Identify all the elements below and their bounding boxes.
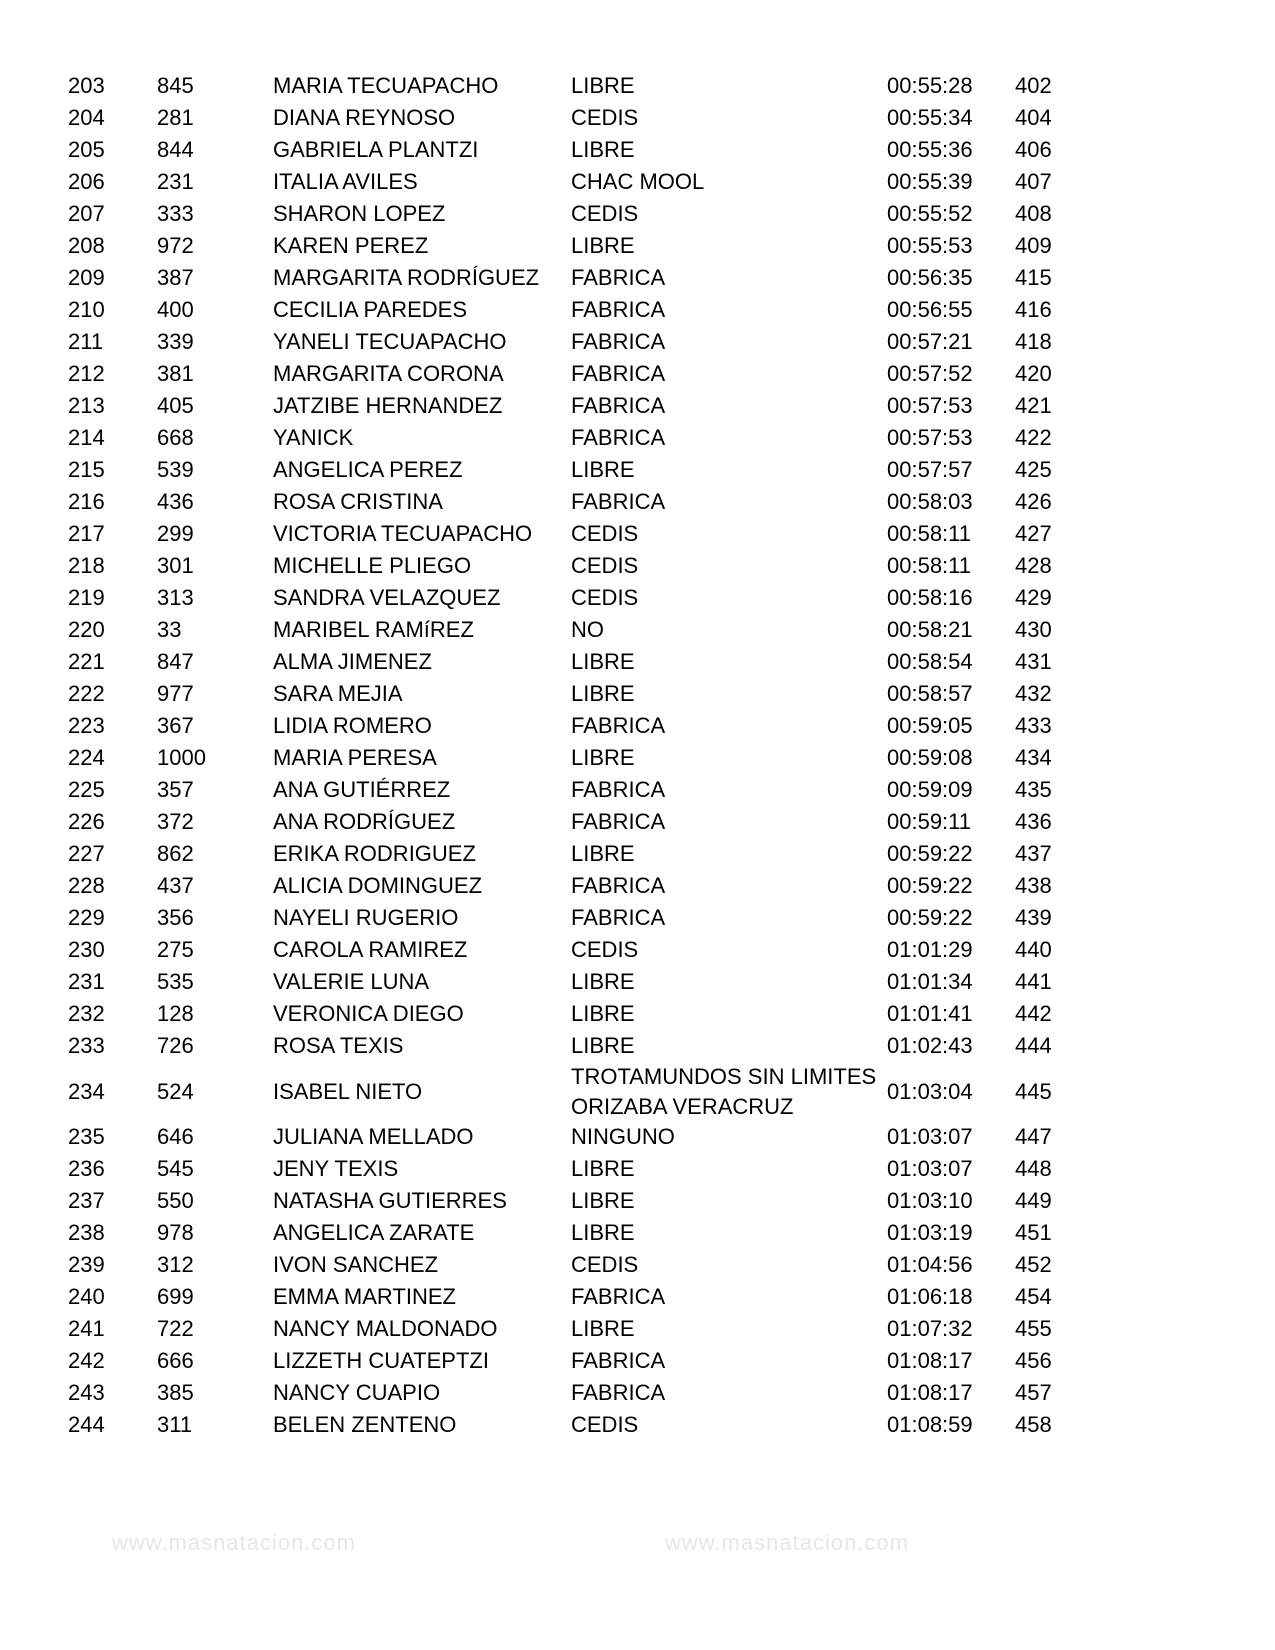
athlete-name-cell: CAROLA RAMIREZ [273, 937, 468, 962]
athlete-name-cell: JATZIBE HERNANDEZ [273, 393, 503, 418]
position-cell: 208 [68, 233, 105, 258]
table-row [68, 1345, 1075, 1377]
finish-time-cell: 00:59:22 [887, 841, 973, 866]
table-row [68, 934, 1075, 966]
bib-number-cell: 436 [157, 489, 194, 514]
bib-number-cell: 275 [157, 937, 194, 962]
finish-time-cell: 00:58:54 [887, 649, 973, 674]
overall-position-cell: 447 [1015, 1124, 1052, 1149]
finish-time-cell: 00:55:53 [887, 233, 973, 258]
athlete-name-cell: MARGARITA CORONA [273, 361, 504, 386]
bib-number-cell: 844 [157, 137, 194, 162]
bib-number-cell: 539 [157, 457, 194, 482]
table-row [68, 454, 1075, 486]
position-cell: 236 [68, 1156, 105, 1181]
results-table [68, 70, 1075, 1441]
finish-time-cell: 00:57:57 [887, 457, 973, 482]
table-row [68, 230, 1075, 262]
finish-time-cell: 00:57:21 [887, 329, 973, 354]
position-cell: 228 [68, 873, 105, 898]
table-row [68, 966, 1075, 998]
table-row [68, 1377, 1075, 1409]
finish-time-cell: 00:58:03 [887, 489, 973, 514]
team-cell: LIBRE [571, 73, 635, 99]
position-cell: 204 [68, 105, 105, 130]
overall-position-cell: 430 [1015, 617, 1052, 642]
athlete-name-cell: IVON SANCHEZ [273, 1252, 439, 1277]
position-cell: 215 [68, 457, 105, 482]
overall-position-cell: 422 [1015, 425, 1052, 450]
bib-number-cell: 385 [157, 1380, 194, 1405]
overall-position-cell: 452 [1015, 1252, 1052, 1277]
watermark: www.masnatacion.com [112, 1530, 356, 1555]
athlete-name-cell: MARIA PERESA [273, 745, 437, 770]
table-row [68, 198, 1075, 230]
overall-position-cell: 437 [1015, 841, 1052, 866]
table-row [68, 678, 1075, 710]
athlete-name-cell: ERIKA RODRIGUEZ [273, 841, 476, 866]
athlete-name-cell: ANGELICA PEREZ [273, 457, 463, 482]
position-cell: 206 [68, 169, 105, 194]
athlete-name-cell: SARA MEJIA [273, 681, 403, 706]
athlete-name-cell: YANICK [273, 425, 354, 450]
bib-number-cell: 699 [157, 1284, 194, 1309]
team-cell: CEDIS [571, 1252, 639, 1278]
finish-time-cell: 00:59:22 [887, 905, 973, 930]
table-row [68, 710, 1075, 742]
bib-number-cell: 372 [157, 809, 194, 834]
athlete-name-cell: NANCY MALDONADO [273, 1316, 498, 1341]
team-cell: FABRICA [571, 297, 666, 323]
overall-position-cell: 436 [1015, 809, 1052, 834]
table-row [68, 774, 1075, 806]
position-cell: 229 [68, 905, 105, 930]
overall-position-cell: 438 [1015, 873, 1052, 898]
team-cell: LIBRE [571, 681, 635, 707]
team-cell: LIBRE [571, 137, 635, 163]
overall-position-cell: 407 [1015, 169, 1052, 194]
bib-number-cell: 535 [157, 969, 194, 994]
athlete-name-cell: ANA GUTIÉRREZ [273, 777, 451, 802]
team-cell: LIBRE [571, 969, 635, 995]
bib-number-cell: 301 [157, 553, 194, 578]
team-cell: FABRICA [571, 873, 666, 899]
overall-position-cell: 441 [1015, 969, 1052, 994]
table-row [68, 614, 1075, 646]
team-cell: FABRICA [571, 905, 666, 931]
team-cell: CHAC MOOL [571, 169, 705, 195]
position-cell: 219 [68, 585, 105, 610]
position-cell: 238 [68, 1220, 105, 1245]
position-cell: 240 [68, 1284, 105, 1309]
overall-position-cell: 455 [1015, 1316, 1052, 1341]
athlete-name-cell: MARIA TECUAPACHO [273, 73, 499, 98]
bib-number-cell: 357 [157, 777, 194, 802]
finish-time-cell: 01:01:41 [887, 1001, 973, 1026]
overall-position-cell: 444 [1015, 1033, 1052, 1058]
watermark: www.masnatacion.com [665, 1530, 909, 1555]
overall-position-cell: 454 [1015, 1284, 1052, 1309]
table-row [68, 134, 1075, 166]
team-cell: LIBRE [571, 1188, 635, 1214]
overall-position-cell: 416 [1015, 297, 1052, 322]
team-cell: CEDIS [571, 937, 639, 963]
position-cell: 214 [68, 425, 105, 450]
position-cell: 205 [68, 137, 105, 162]
position-cell: 242 [68, 1348, 105, 1373]
athlete-name-cell: SANDRA VELAZQUEZ [273, 585, 501, 610]
position-cell: 235 [68, 1124, 105, 1149]
overall-position-cell: 426 [1015, 489, 1052, 514]
table-row [68, 70, 1075, 102]
finish-time-cell: 01:08:17 [887, 1348, 973, 1373]
position-cell: 222 [68, 681, 105, 706]
overall-position-cell: 458 [1015, 1412, 1052, 1437]
position-cell: 209 [68, 265, 105, 290]
bib-number-cell: 339 [157, 329, 194, 354]
team-cell: CEDIS [571, 553, 639, 579]
athlete-name-cell: SHARON LOPEZ [273, 201, 446, 226]
position-cell: 211 [68, 329, 104, 354]
position-cell: 231 [68, 969, 105, 994]
bib-number-cell: 972 [157, 233, 194, 258]
team-cell: NO [571, 617, 604, 643]
bib-number-cell: 668 [157, 425, 194, 450]
overall-position-cell: 428 [1015, 553, 1052, 578]
team-cell: LIBRE [571, 745, 635, 771]
finish-time-cell: 01:08:59 [887, 1412, 973, 1437]
bib-number-cell: 550 [157, 1188, 194, 1213]
athlete-name-cell: YANELI TECUAPACHO [273, 329, 507, 354]
overall-position-cell: 406 [1015, 137, 1052, 162]
finish-time-cell: 01:01:34 [887, 969, 973, 994]
overall-position-cell: 451 [1015, 1220, 1052, 1245]
table-row [68, 838, 1075, 870]
overall-position-cell: 427 [1015, 521, 1052, 546]
position-cell: 226 [68, 809, 105, 834]
bib-number-cell: 666 [157, 1348, 194, 1373]
position-cell: 227 [68, 841, 105, 866]
overall-position-cell: 404 [1015, 105, 1052, 130]
bib-number-cell: 646 [157, 1124, 194, 1149]
table-row [68, 806, 1075, 838]
team-cell: LIBRE [571, 457, 635, 483]
position-cell: 203 [68, 73, 105, 98]
position-cell: 230 [68, 937, 105, 962]
table-row [68, 1409, 1075, 1441]
table-row [68, 262, 1075, 294]
overall-position-cell: 434 [1015, 745, 1052, 770]
position-cell: 234 [68, 1078, 105, 1104]
position-cell: 220 [68, 617, 105, 642]
bib-number-cell: 231 [157, 169, 194, 194]
bib-number-cell: 1000 [157, 745, 206, 770]
finish-time-cell: 00:59:22 [887, 873, 973, 898]
finish-time-cell: 01:08:17 [887, 1380, 973, 1405]
finish-time-cell: 00:57:53 [887, 425, 973, 450]
finish-time-cell: 00:58:21 [887, 617, 973, 642]
team-cell: CEDIS [571, 1412, 639, 1438]
team-cell: FABRICA [571, 777, 666, 803]
team-cell: FABRICA [571, 1380, 666, 1406]
position-cell: 218 [68, 553, 105, 578]
finish-time-cell: 01:06:18 [887, 1284, 973, 1309]
team-cell: CEDIS [571, 521, 639, 547]
overall-position-cell: 439 [1015, 905, 1052, 930]
team-cell: FABRICA [571, 809, 666, 835]
bib-number-cell: 311 [157, 1412, 193, 1437]
athlete-name-cell: NANCY CUAPIO [273, 1380, 441, 1405]
table-row [68, 1249, 1075, 1281]
bib-number-cell: 726 [157, 1033, 194, 1058]
table-row [68, 486, 1075, 518]
bib-number-cell: 437 [157, 873, 194, 898]
finish-time-cell: 00:55:28 [887, 73, 973, 98]
table-row [68, 358, 1075, 390]
table-row [68, 294, 1075, 326]
overall-position-cell: 418 [1015, 329, 1052, 354]
position-cell: 216 [68, 489, 105, 514]
position-cell: 217 [68, 521, 105, 546]
overall-position-cell: 449 [1015, 1188, 1052, 1213]
athlete-name-cell: MARGARITA RODRÍGUEZ [273, 265, 540, 290]
position-cell: 243 [68, 1380, 105, 1405]
bib-number-cell: 977 [157, 681, 194, 706]
overall-position-cell: 448 [1015, 1156, 1052, 1181]
bib-number-cell: 128 [157, 1001, 194, 1026]
athlete-name-cell: JULIANA MELLADO [273, 1124, 474, 1149]
position-cell: 237 [68, 1188, 105, 1213]
bib-number-cell: 281 [157, 105, 194, 130]
finish-time-cell: 00:59:05 [887, 713, 973, 738]
bib-number-cell: 313 [157, 585, 194, 610]
finish-time-cell: 01:04:56 [887, 1252, 973, 1277]
bib-number-cell: 333 [157, 201, 194, 226]
athlete-name-cell: VERONICA DIEGO [273, 1001, 464, 1026]
athlete-name-cell: CECILIA PAREDES [273, 297, 467, 322]
finish-time-cell: 01:03:07 [887, 1124, 973, 1149]
table-row [68, 902, 1075, 934]
finish-time-cell: 00:57:53 [887, 393, 973, 418]
bib-number-cell: 862 [157, 841, 194, 866]
overall-position-cell: 402 [1015, 73, 1052, 98]
table-row [68, 102, 1075, 134]
team-cell: CEDIS [571, 585, 639, 611]
team-cell: FABRICA [571, 713, 666, 739]
athlete-name-cell: MARIBEL RAMíREZ [273, 617, 474, 642]
finish-time-cell: 01:03:07 [887, 1156, 973, 1181]
table-row [68, 1062, 1075, 1121]
position-cell: 244 [68, 1412, 105, 1437]
athlete-name-cell: ANA RODRÍGUEZ [273, 809, 456, 834]
overall-position-cell: 421 [1015, 393, 1052, 418]
position-cell: 225 [68, 777, 105, 802]
finish-time-cell: 00:58:16 [887, 585, 973, 610]
bib-number-cell: 405 [157, 393, 194, 418]
position-cell: 224 [68, 745, 105, 770]
overall-position-cell: 457 [1015, 1380, 1052, 1405]
athlete-name-cell: ITALIA AVILES [273, 169, 418, 194]
overall-position-cell: 429 [1015, 585, 1052, 610]
bib-number-cell: 356 [157, 905, 194, 930]
table-row [68, 422, 1075, 454]
finish-time-cell: 00:56:35 [887, 265, 973, 290]
athlete-name-cell: DIANA REYNOSO [273, 105, 456, 130]
bib-number-cell: 722 [157, 1316, 194, 1341]
athlete-name-cell: JENY TEXIS [273, 1156, 399, 1181]
overall-position-cell: 435 [1015, 777, 1052, 802]
bib-number-cell: 545 [157, 1156, 194, 1181]
finish-time-cell: 00:58:11 [887, 521, 972, 546]
team-cell: LIBRE [571, 1316, 635, 1342]
finish-time-cell: 00:56:55 [887, 297, 973, 322]
bib-number-cell: 400 [157, 297, 194, 322]
team-cell: FABRICA [571, 361, 666, 387]
table-row [68, 998, 1075, 1030]
athlete-name-cell: EMMA MARTINEZ [273, 1284, 456, 1309]
table-row [68, 646, 1075, 678]
table-row [68, 742, 1075, 774]
team-cell: LIBRE [571, 233, 635, 259]
table-row [68, 1185, 1075, 1217]
team-cell: FABRICA [571, 329, 666, 355]
overall-position-cell: 415 [1015, 265, 1052, 290]
overall-position-cell: 433 [1015, 713, 1052, 738]
overall-position-cell: 408 [1015, 201, 1052, 226]
team-cell: FABRICA [571, 489, 666, 515]
team-cell: CEDIS [571, 201, 639, 227]
position-cell: 213 [68, 393, 105, 418]
bib-number-cell: 367 [157, 713, 194, 738]
finish-time-cell: 00:58:57 [887, 681, 973, 706]
athlete-name-cell: ROSA TEXIS [273, 1033, 404, 1058]
table-row [68, 326, 1075, 358]
athlete-name-cell: MICHELLE PLIEGO [273, 553, 472, 578]
table-row [68, 582, 1075, 614]
athlete-name-cell: GABRIELA PLANTZI [273, 137, 479, 162]
finish-time-cell: 01:01:29 [887, 937, 973, 962]
overall-position-cell: 442 [1015, 1001, 1052, 1026]
finish-time-cell: 01:03:10 [887, 1188, 973, 1213]
finish-time-cell: 00:59:08 [887, 745, 973, 770]
finish-time-cell: 00:58:11 [887, 553, 972, 578]
team-cell: LIBRE [571, 1220, 635, 1246]
finish-time-cell: 00:55:36 [887, 137, 973, 162]
team-cell: LIBRE [571, 649, 635, 675]
bib-number-cell: 381 [157, 361, 194, 386]
team-cell: FABRICA [571, 265, 666, 291]
athlete-name-cell: VICTORIA TECUAPACHO [273, 521, 533, 546]
team-cell: FABRICA [571, 1348, 666, 1374]
bib-number-cell: 524 [157, 1078, 194, 1104]
position-cell: 232 [68, 1001, 105, 1026]
team-cell: CEDIS [571, 105, 639, 131]
finish-time-cell: 01:03:04 [887, 1078, 973, 1104]
overall-position-cell: 445 [1015, 1078, 1052, 1104]
team-cell: LIBRE [571, 1156, 635, 1182]
athlete-name-cell: LIDIA ROMERO [273, 713, 432, 738]
athlete-name-cell: VALERIE LUNA [273, 969, 430, 994]
athlete-name-cell: ROSA CRISTINA [273, 489, 443, 514]
position-cell: 241 [68, 1316, 105, 1341]
bib-number-cell: 299 [157, 521, 194, 546]
table-row [68, 550, 1075, 582]
position-cell: 210 [68, 297, 105, 322]
bib-number-cell: 845 [157, 73, 194, 98]
athlete-name-cell: ISABEL NIETO [273, 1078, 423, 1104]
table-row [68, 870, 1075, 902]
finish-time-cell: 01:03:19 [887, 1220, 973, 1245]
position-cell: 223 [68, 713, 105, 738]
position-cell: 207 [68, 201, 105, 226]
bib-number-cell: 312 [157, 1252, 194, 1277]
team-cell: LIBRE [571, 841, 635, 867]
finish-time-cell: 00:55:39 [887, 169, 973, 194]
bib-number-cell: 33 [157, 617, 182, 642]
finish-time-cell: 01:02:43 [887, 1033, 973, 1058]
overall-position-cell: 425 [1015, 457, 1052, 482]
team-cell: LIBRE [571, 1001, 635, 1027]
position-cell: 239 [68, 1252, 105, 1277]
bib-number-cell: 847 [157, 649, 194, 674]
finish-time-cell: 00:57:52 [887, 361, 973, 386]
overall-position-cell: 456 [1015, 1348, 1052, 1373]
athlete-name-cell: ALMA JIMENEZ [273, 649, 432, 674]
athlete-name-cell: BELEN ZENTENO [273, 1412, 457, 1437]
table-row [68, 1281, 1075, 1313]
athlete-name-cell: ALICIA DOMINGUEZ [273, 873, 483, 898]
finish-time-cell: 00:55:52 [887, 201, 973, 226]
position-cell: 233 [68, 1033, 105, 1058]
finish-time-cell: 01:07:32 [887, 1316, 973, 1341]
table-row [68, 518, 1075, 550]
team-cell: FABRICA [571, 393, 666, 419]
position-cell: 221 [68, 649, 105, 674]
table-row [68, 1153, 1075, 1185]
athlete-name-cell: NAYELI RUGERIO [273, 905, 459, 930]
athlete-name-cell: LIZZETH CUATEPTZI [273, 1348, 489, 1373]
athlete-name-cell: KAREN PEREZ [273, 233, 429, 258]
table-row [68, 390, 1075, 422]
table-row [68, 1313, 1075, 1345]
overall-position-cell: 409 [1015, 233, 1052, 258]
team-cell: FABRICA [571, 1284, 666, 1310]
bib-number-cell: 978 [157, 1220, 194, 1245]
team-cell: TROTAMUNDOS SIN LIMITES ORIZABA VERACRUZ [571, 1064, 877, 1119]
athlete-name-cell: ANGELICA ZARATE [273, 1220, 475, 1245]
finish-time-cell: 00:55:34 [887, 105, 973, 130]
finish-time-cell: 00:59:09 [887, 777, 973, 802]
overall-position-cell: 440 [1015, 937, 1052, 962]
table-row [68, 1030, 1075, 1062]
table-row [68, 1121, 1075, 1153]
table-row [68, 1217, 1075, 1249]
team-cell: NINGUNO [571, 1124, 675, 1150]
table-row [68, 166, 1075, 198]
overall-position-cell: 431 [1015, 649, 1052, 674]
team-cell: LIBRE [571, 1033, 635, 1059]
team-cell: FABRICA [571, 425, 666, 451]
overall-position-cell: 420 [1015, 361, 1052, 386]
finish-time-cell: 00:59:11 [887, 809, 972, 834]
overall-position-cell: 432 [1015, 681, 1052, 706]
position-cell: 212 [68, 361, 105, 386]
bib-number-cell: 387 [157, 265, 194, 290]
athlete-name-cell: NATASHA GUTIERRES [273, 1188, 507, 1213]
